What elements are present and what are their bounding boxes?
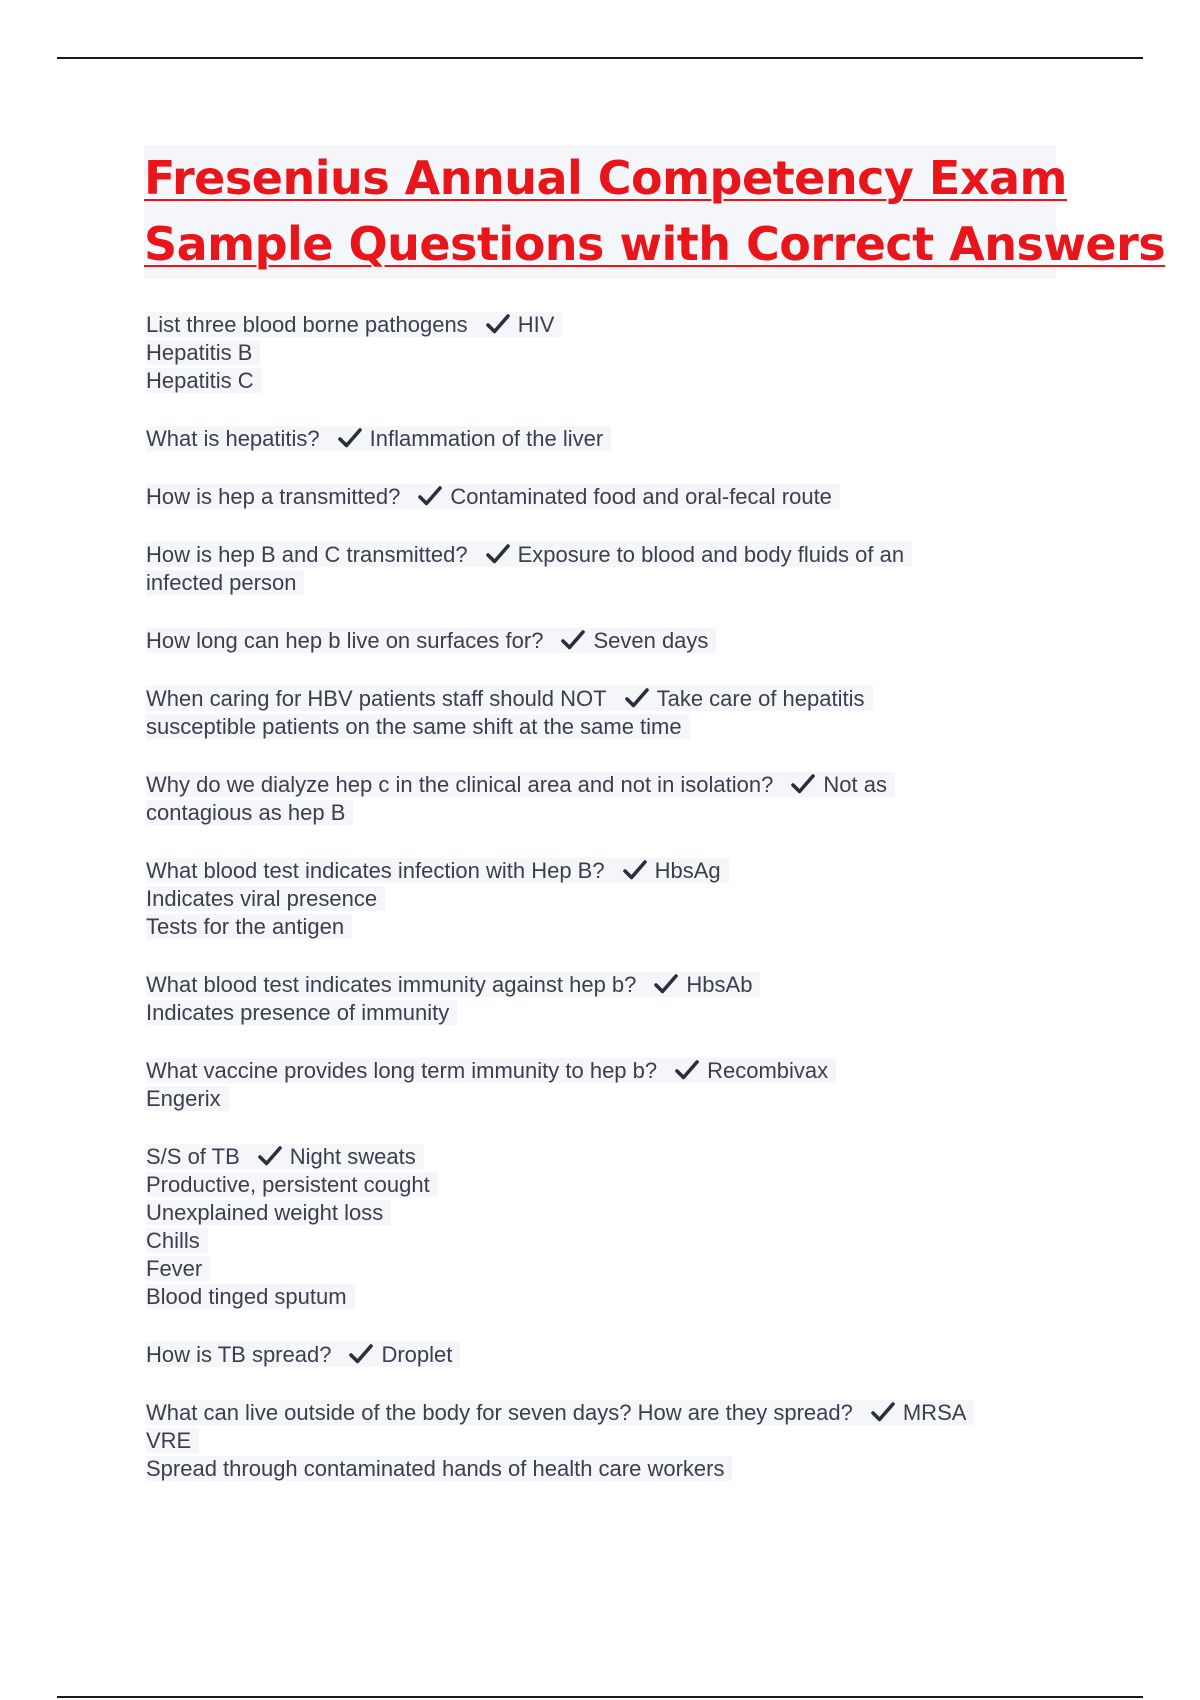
qa-item bbox=[146, 1341, 1066, 1369]
question-text: What is hepatitis? bbox=[146, 426, 320, 451]
check-icon bbox=[338, 427, 362, 449]
answer-text: Productive, persistent cought bbox=[146, 1172, 438, 1197]
qa-item bbox=[146, 857, 1066, 941]
qa-item bbox=[146, 1143, 1066, 1311]
check-icon bbox=[654, 973, 678, 995]
answer-text: Recombivax bbox=[707, 1058, 829, 1083]
answer-text: susceptible patients on the same shift at the same time bbox=[146, 714, 690, 739]
check-icon bbox=[258, 1145, 282, 1167]
qa-item bbox=[146, 627, 1066, 655]
answer-text: Indicates presence of immunity bbox=[146, 1000, 457, 1025]
answer-text: Blood tinged sputum bbox=[146, 1284, 355, 1309]
answer-text: Take care of hepatitis bbox=[656, 686, 865, 711]
qa-item bbox=[146, 541, 1066, 597]
qa-item bbox=[146, 971, 1066, 1027]
answer-text: MRSA bbox=[902, 1400, 967, 1425]
answer-text: Hepatitis B bbox=[146, 340, 260, 365]
qa-list bbox=[146, 311, 1066, 1513]
footer-rule bbox=[57, 1696, 1143, 1698]
answer-text: Tests for the antigen bbox=[146, 914, 352, 939]
document-title bbox=[144, 145, 1166, 279]
question-text: List three blood borne pathogens bbox=[146, 312, 468, 337]
answer-text: Night sweats bbox=[289, 1144, 416, 1169]
question-text: What can live outside of the body for seven days? How are they spread? bbox=[146, 1400, 853, 1425]
check-icon bbox=[623, 859, 647, 881]
qa-item bbox=[146, 771, 1066, 827]
qa-item bbox=[146, 483, 1066, 511]
answer-text: Seven days bbox=[593, 628, 709, 653]
answer-text: HbsAb bbox=[686, 972, 753, 997]
check-icon bbox=[791, 773, 815, 795]
question-text: How long can hep b live on surfaces for? bbox=[146, 628, 544, 653]
check-icon bbox=[561, 629, 585, 651]
qa-item bbox=[146, 1057, 1066, 1113]
answer-text: Exposure to blood and body fluids of an bbox=[517, 542, 905, 567]
answer-text: Spread through contaminated hands of health care workers bbox=[146, 1456, 732, 1481]
question-text: How is TB spread? bbox=[146, 1342, 332, 1367]
qa-item bbox=[146, 685, 1066, 741]
check-icon bbox=[349, 1343, 373, 1365]
answer-text: Hepatitis C bbox=[146, 368, 262, 393]
header-rule bbox=[57, 57, 1143, 59]
check-icon bbox=[625, 687, 649, 709]
answer-text: Droplet bbox=[381, 1342, 453, 1367]
question-text: What blood test indicates immunity against hep b? bbox=[146, 972, 637, 997]
question-text: What vaccine provides long term immunity to hep b? bbox=[146, 1058, 658, 1083]
check-icon bbox=[486, 543, 510, 565]
check-icon bbox=[675, 1059, 699, 1081]
answer-text: contagious as hep B bbox=[146, 800, 353, 825]
title-line-1: Fresenius Annual Competency Exam bbox=[144, 151, 1067, 205]
question-text: S/S of TB bbox=[146, 1144, 240, 1169]
answer-text: Not as bbox=[823, 772, 887, 797]
check-icon bbox=[486, 313, 510, 335]
check-icon bbox=[418, 485, 442, 507]
question-text: What blood test indicates infection with Hep B? bbox=[146, 858, 605, 883]
qa-item bbox=[146, 311, 1066, 395]
answer-text: Unexplained weight loss bbox=[146, 1200, 391, 1225]
answer-text: infected person bbox=[146, 570, 304, 595]
answer-text: HIV bbox=[517, 312, 555, 337]
question-text: Why do we dialyze hep c in the clinical area and not in isolation? bbox=[146, 772, 774, 797]
qa-item bbox=[146, 425, 1066, 453]
answer-text: Chills bbox=[146, 1228, 208, 1253]
question-text: How is hep B and C transmitted? bbox=[146, 542, 468, 567]
question-text: How is hep a transmitted? bbox=[146, 484, 401, 509]
answer-text: Contaminated food and oral-fecal route bbox=[450, 484, 832, 509]
title-line-2: Sample Questions with Correct Answers bbox=[144, 217, 1166, 271]
check-icon bbox=[871, 1401, 895, 1423]
answer-text: Inflammation of the liver bbox=[369, 426, 604, 451]
answer-text: HbsAg bbox=[654, 858, 721, 883]
answer-text: Fever bbox=[146, 1256, 210, 1281]
question-text: When caring for HBV patients staff should NOT bbox=[146, 686, 607, 711]
answer-text: VRE bbox=[146, 1428, 199, 1453]
answer-text: Indicates viral presence bbox=[146, 886, 385, 911]
qa-item bbox=[146, 1399, 1066, 1483]
answer-text: Engerix bbox=[146, 1086, 229, 1111]
